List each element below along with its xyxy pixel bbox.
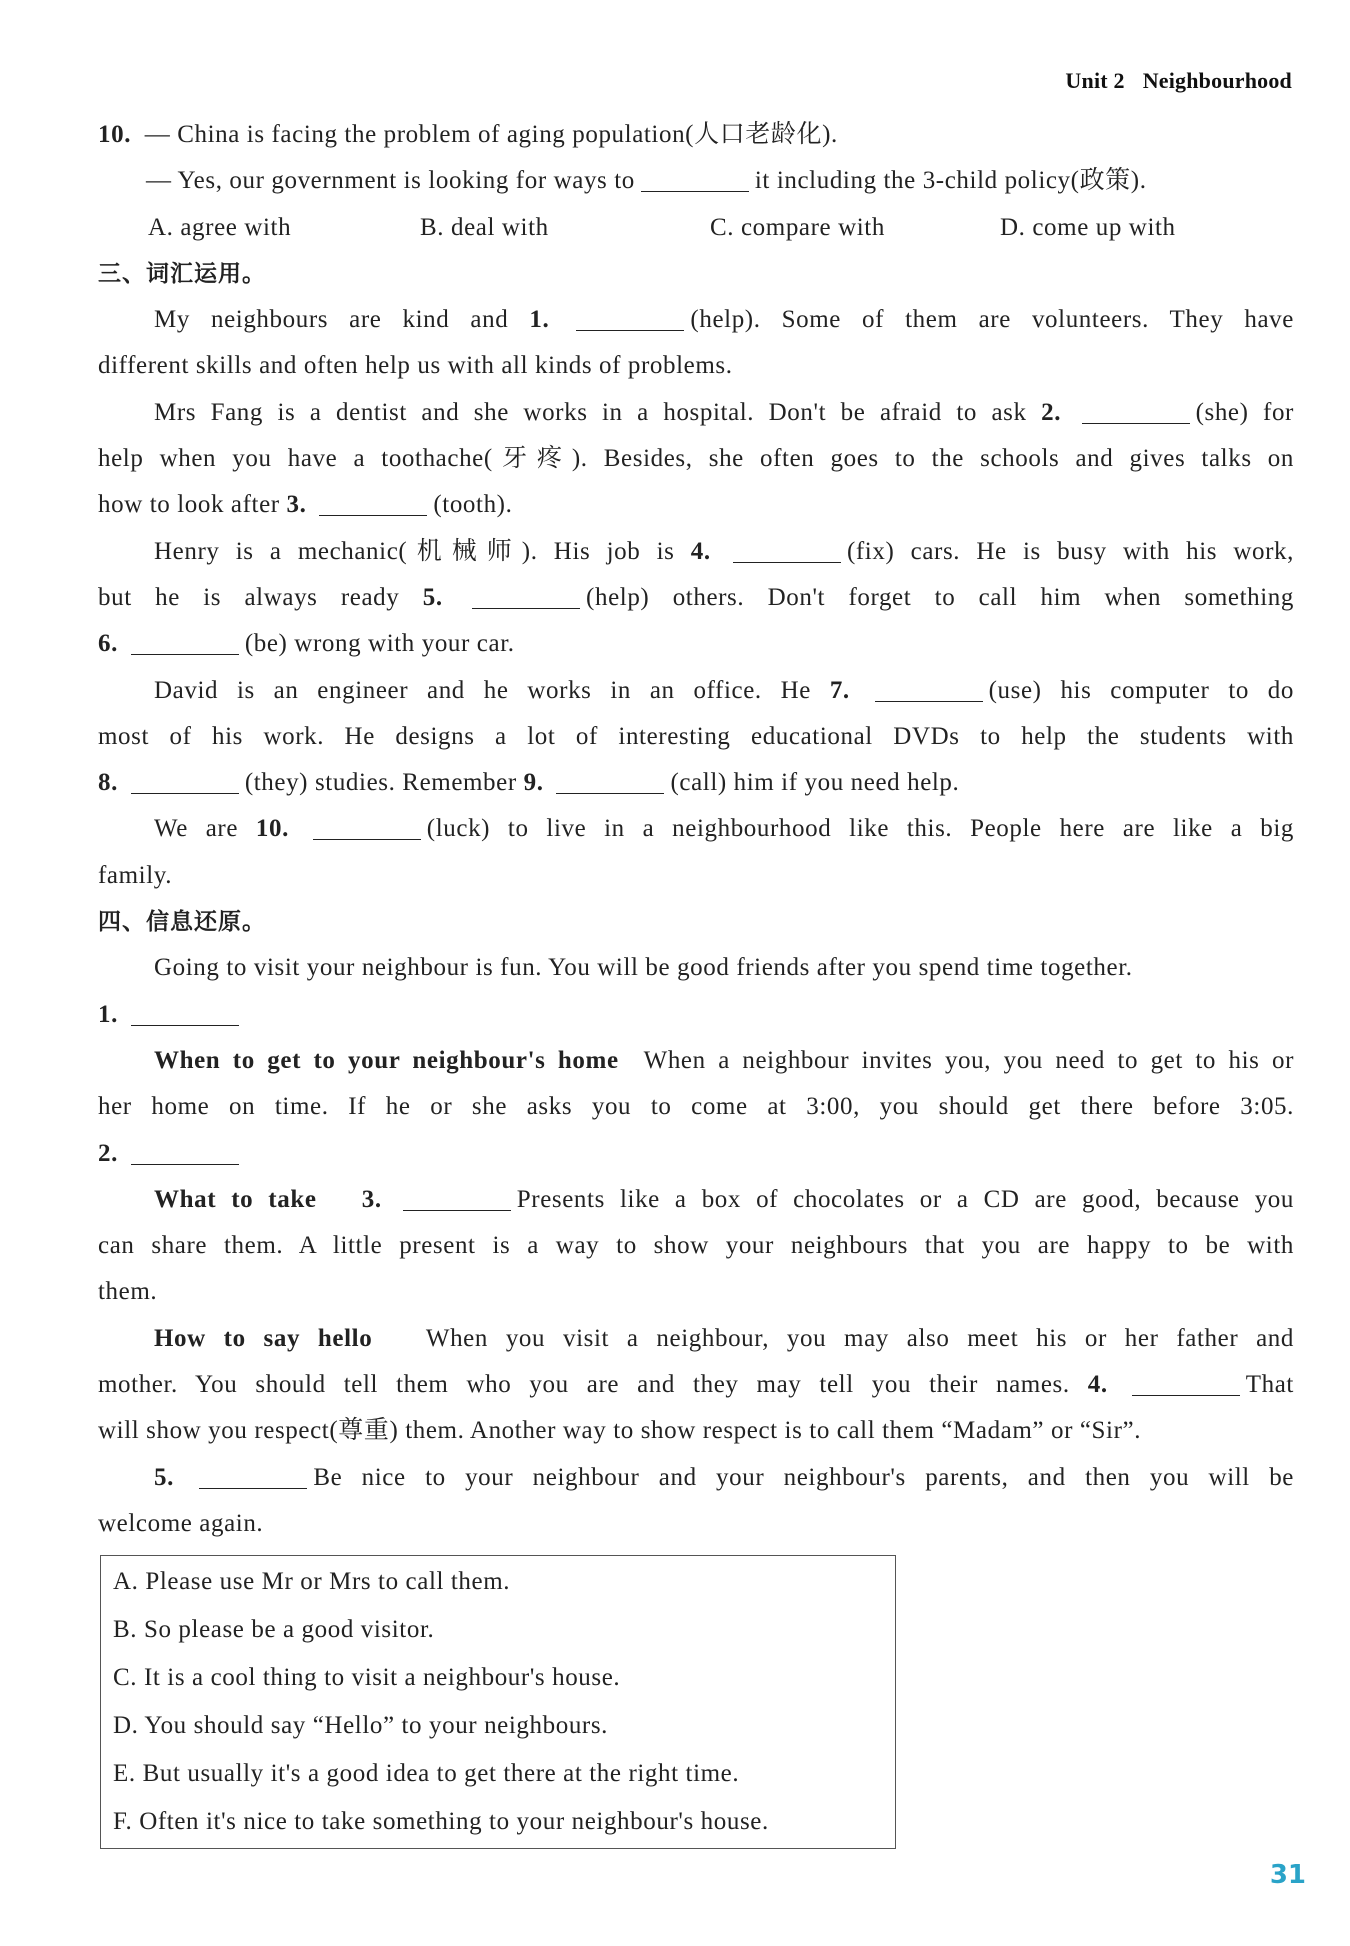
answer-blank[interactable] [313, 815, 421, 840]
answer-blank[interactable] [1082, 399, 1190, 424]
s3-p2-line3: how to look after 3. (tooth). [98, 491, 513, 519]
answer-blank[interactable] [576, 306, 684, 331]
q10-number: 10. [98, 121, 132, 148]
answer-blank[interactable] [131, 630, 239, 655]
option-d[interactable]: D. You should say “Hello” to your neighbours. [113, 1712, 609, 1740]
answer-blank[interactable] [1132, 1371, 1240, 1396]
answer-blank[interactable] [472, 584, 580, 609]
option-c[interactable]: C. compare with [710, 213, 885, 241]
s3-p4-line1: David is an engineer and he works in an office. He 7. (use) his computer to do [154, 676, 1295, 704]
s3-p2-line2: help when you have a toothache(牙疼). Besides, she often goes to the schools and gives talks on [98, 445, 1294, 473]
s4-p3-line2: mother. You should tell them who you are and they may tell you their names. 4. That [98, 1371, 1294, 1399]
s3-p5-line2: family. [98, 861, 173, 889]
s3-p4-line3: 8. (they) studies. Remember 9. (call) him if you need help. [98, 769, 960, 797]
s4-p2-line3: them. [98, 1278, 158, 1306]
running-header [1065, 68, 1292, 94]
answer-blank[interactable] [131, 769, 239, 794]
unit-title: Neighbourhood [1142, 68, 1292, 93]
s4-p2-line2: can share them. A little present is a way to show your neighbours that you are happy to be with [98, 1232, 1294, 1260]
option-e[interactable]: E. But usually it's a good idea to get there at the right time. [113, 1760, 740, 1788]
section3-heading: 三、词汇运用。 [98, 260, 266, 287]
s3-p2-line1: Mrs Fang is a dentist and she works in a hospital. Don't be afraid to ask 2. (she) for [154, 398, 1294, 426]
answer-blank[interactable] [641, 167, 749, 192]
answer-blank[interactable] [319, 491, 427, 516]
answer-blank[interactable] [875, 677, 983, 702]
s4-blank2: 2. [98, 1131, 1294, 1177]
s4-blank1: 1. [98, 992, 1294, 1038]
s3-p5-line1: We are 10. (luck) to live in a neighbourhood like this. People here are like a big [154, 815, 1294, 843]
page-number: 31 [1269, 1860, 1306, 1890]
answer-blank[interactable] [131, 1001, 239, 1026]
s3-p4-line2: most of his work. He designs a lot of interesting educational DVDs to help the students with [98, 722, 1294, 750]
s4-p1-line1: When to get to your neighbour's home When a neighbour invites you, you need to get to his or [154, 1046, 1294, 1074]
section4-heading: 四、信息还原。 [98, 909, 266, 936]
answer-blank[interactable] [199, 1464, 307, 1489]
unit-label: Unit 2 [1065, 68, 1125, 93]
answer-blank[interactable] [131, 1140, 239, 1165]
s3-p3-line1: Henry is a mechanic(机械师). His job is 4. (fix) cars. He is busy with his work, [154, 537, 1294, 565]
page-content [98, 112, 1294, 1849]
subheading-what: What to take [154, 1185, 317, 1213]
s4-intro: Going to visit your neighbour is fun. You will be good friends after you spend time together. [154, 954, 1133, 982]
answer-blank[interactable] [556, 769, 664, 794]
s3-p3-line2: but he is always ready 5. (help) others. Don't forget to call him when something [98, 583, 1294, 611]
answer-blank[interactable] [403, 1186, 511, 1211]
q10-options [98, 205, 1294, 251]
q10-line1: 10. — China is facing the problem of aging population(人口老龄化). [98, 121, 838, 148]
s3-p1-line2: different skills and often help us with all kinds of problems. [98, 352, 733, 380]
s4-p3-line3: will show you respect(尊重) them. Another way to show respect is to call them “Madam” or “Sir”. [98, 1417, 1142, 1445]
s3-p1-line1: My neighbours are kind and 1. (help). Some of them are volunteers. They have [154, 306, 1294, 334]
option-b[interactable]: B. deal with [420, 213, 549, 241]
option-f[interactable]: F. Often it's nice to take something to your neighbour's house. [113, 1808, 769, 1836]
option-d[interactable]: D. come up with [1000, 213, 1176, 241]
option-b[interactable]: B. So please be a good visitor. [113, 1616, 435, 1644]
options-box [100, 1555, 896, 1849]
s4-p1-line2: her home on time. If he or she asks you to come at 3:00, you should get there before 3:05. [98, 1093, 1294, 1121]
s4-p2-line1: What to take 3. Presents like a box of chocolates or a CD are good, because you [154, 1185, 1294, 1213]
option-a[interactable]: A. Please use Mr or Mrs to call them. [113, 1568, 511, 1596]
subheading-how: How to say hello [154, 1324, 373, 1352]
s3-p3-line3: 6. (be) wrong with your car. [98, 630, 515, 658]
s4-p3-line1: How to say hello When you visit a neighbour, you may also meet his or her father and [154, 1324, 1295, 1352]
option-c[interactable]: C. It is a cool thing to visit a neighbour's house. [113, 1664, 621, 1692]
q10-line2: — Yes, our government is looking for ways to it including the 3-child policy(政策). [146, 167, 1147, 195]
s4-p4-line1: 5. Be nice to your neighbour and your neighbour's parents, and then you will be [154, 1463, 1294, 1491]
s4-p4-line2: welcome again. [98, 1509, 264, 1537]
subheading-when: When to get to your neighbour's home [154, 1046, 619, 1074]
option-a[interactable]: A. agree with [148, 213, 292, 241]
answer-blank[interactable] [733, 538, 841, 563]
